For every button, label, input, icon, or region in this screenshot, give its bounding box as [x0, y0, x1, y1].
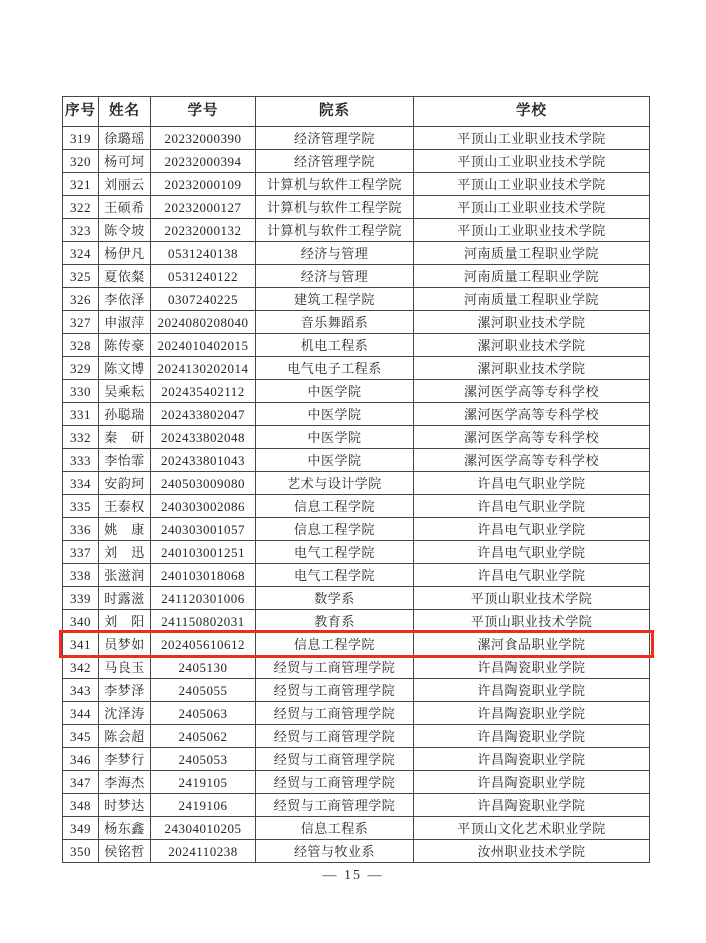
table-row [63, 196, 650, 219]
row-index-cell: 349 [63, 817, 99, 840]
school-cell: 平顶山职业技术学院 [414, 610, 650, 633]
student-id-cell: 20232000390 [151, 127, 256, 150]
department-cell: 中医学院 [256, 380, 414, 403]
table-row [63, 334, 650, 357]
student-id-cell: 240303002086 [151, 495, 256, 518]
school-cell: 许昌陶瓷职业学院 [414, 794, 650, 817]
name-cell: 李依泽 [99, 288, 151, 311]
student-id-cell: 2405053 [151, 748, 256, 771]
column-header-index: 序号 [63, 97, 99, 127]
department-cell: 计算机与软件工程学院 [256, 219, 414, 242]
name-cell: 陈令坡 [99, 219, 151, 242]
table-row [63, 748, 650, 771]
row-index-cell: 325 [63, 265, 99, 288]
table-row [63, 656, 650, 679]
student-id-cell: 2405063 [151, 702, 256, 725]
row-index-cell: 342 [63, 656, 99, 679]
department-cell: 电气电子工程系 [256, 357, 414, 380]
student-id-cell: 2405062 [151, 725, 256, 748]
name-cell: 员梦如 [99, 633, 151, 656]
school-cell: 漯河职业技术学院 [414, 311, 650, 334]
name-cell: 马良玉 [99, 656, 151, 679]
school-cell: 许昌电气职业学院 [414, 564, 650, 587]
student-id-cell: 20232000109 [151, 173, 256, 196]
department-cell: 电气工程学院 [256, 564, 414, 587]
table-row [63, 725, 650, 748]
school-cell: 漯河医学高等专科学校 [414, 426, 650, 449]
department-cell: 经济与管理 [256, 242, 414, 265]
student-id-cell: 202435402112 [151, 380, 256, 403]
school-cell: 平顶山工业职业技术学院 [414, 196, 650, 219]
name-cell: 陈会超 [99, 725, 151, 748]
name-cell: 王泰权 [99, 495, 151, 518]
column-header-school: 学校 [414, 97, 650, 127]
name-cell: 王硕希 [99, 196, 151, 219]
department-cell: 中医学院 [256, 403, 414, 426]
department-cell: 经济管理学院 [256, 127, 414, 150]
row-index-cell: 340 [63, 610, 99, 633]
row-index-cell: 350 [63, 840, 99, 863]
student-id-cell: 0307240225 [151, 288, 256, 311]
name-cell: 安韵珂 [99, 472, 151, 495]
school-cell: 许昌陶瓷职业学院 [414, 771, 650, 794]
school-cell: 漯河食品职业学院 [414, 633, 650, 656]
table-row [63, 518, 650, 541]
row-index-cell: 343 [63, 679, 99, 702]
student-id-cell: 24304010205 [151, 817, 256, 840]
row-index-cell: 338 [63, 564, 99, 587]
department-cell: 计算机与软件工程学院 [256, 173, 414, 196]
school-cell: 许昌陶瓷职业学院 [414, 702, 650, 725]
name-cell: 孙聪瑞 [99, 403, 151, 426]
table-row [63, 127, 650, 150]
name-cell: 时梦达 [99, 794, 151, 817]
table-row [63, 150, 650, 173]
department-cell: 中医学院 [256, 449, 414, 472]
table-row [63, 587, 650, 610]
table-row [63, 840, 650, 863]
student-id-cell: 2024010402015 [151, 334, 256, 357]
department-cell: 信息工程系 [256, 817, 414, 840]
name-cell: 刘丽云 [99, 173, 151, 196]
name-cell: 刘 迅 [99, 541, 151, 564]
school-cell: 许昌陶瓷职业学院 [414, 725, 650, 748]
school-cell: 平顶山工业职业技术学院 [414, 173, 650, 196]
student-id-cell: 240303001057 [151, 518, 256, 541]
row-index-cell: 334 [63, 472, 99, 495]
school-cell: 许昌电气职业学院 [414, 472, 650, 495]
table-row [63, 380, 650, 403]
student-id-cell: 240503009080 [151, 472, 256, 495]
row-index-cell: 335 [63, 495, 99, 518]
row-index-cell: 336 [63, 518, 99, 541]
school-cell: 平顶山工业职业技术学院 [414, 127, 650, 150]
department-cell: 数学系 [256, 587, 414, 610]
table-row [63, 564, 650, 587]
department-cell: 经管与牧业系 [256, 840, 414, 863]
name-cell: 夏依粲 [99, 265, 151, 288]
school-cell: 漯河医学高等专科学校 [414, 449, 650, 472]
row-index-cell: 337 [63, 541, 99, 564]
school-cell: 漯河医学高等专科学校 [414, 403, 650, 426]
school-cell: 许昌电气职业学院 [414, 495, 650, 518]
student-id-cell: 202405610612 [151, 633, 256, 656]
name-cell: 侯铭哲 [99, 840, 151, 863]
department-cell: 信息工程学院 [256, 633, 414, 656]
school-cell: 许昌电气职业学院 [414, 541, 650, 564]
table-row [63, 794, 650, 817]
row-index-cell: 323 [63, 219, 99, 242]
table-row-highlighted [63, 633, 650, 656]
table-row [63, 426, 650, 449]
school-cell: 河南质量工程职业学院 [414, 265, 650, 288]
table-row [63, 311, 650, 334]
row-index-cell: 328 [63, 334, 99, 357]
student-id-cell: 202433802047 [151, 403, 256, 426]
table-row [63, 771, 650, 794]
department-cell: 计算机与软件工程学院 [256, 196, 414, 219]
department-cell: 信息工程学院 [256, 518, 414, 541]
student-roster-table [62, 96, 650, 863]
school-cell: 许昌陶瓷职业学院 [414, 656, 650, 679]
school-cell: 许昌陶瓷职业学院 [414, 679, 650, 702]
department-cell: 教育系 [256, 610, 414, 633]
name-cell: 刘 阳 [99, 610, 151, 633]
column-header-name: 姓名 [99, 97, 151, 127]
department-cell: 经贸与工商管理学院 [256, 679, 414, 702]
row-index-cell: 331 [63, 403, 99, 426]
row-index-cell: 321 [63, 173, 99, 196]
table-row [63, 495, 650, 518]
row-index-cell: 339 [63, 587, 99, 610]
student-id-cell: 2419106 [151, 794, 256, 817]
column-header-student-id: 学号 [151, 97, 256, 127]
table-row [63, 541, 650, 564]
row-index-cell: 326 [63, 288, 99, 311]
department-cell: 经贸与工商管理学院 [256, 771, 414, 794]
department-cell: 音乐舞蹈系 [256, 311, 414, 334]
row-index-cell: 333 [63, 449, 99, 472]
row-index-cell: 327 [63, 311, 99, 334]
name-cell: 陈传豪 [99, 334, 151, 357]
row-index-cell: 319 [63, 127, 99, 150]
name-cell: 姚 康 [99, 518, 151, 541]
department-cell: 经济管理学院 [256, 150, 414, 173]
table-row [63, 288, 650, 311]
name-cell: 杨伊凡 [99, 242, 151, 265]
school-cell: 漯河职业技术学院 [414, 334, 650, 357]
department-cell: 经济与管理 [256, 265, 414, 288]
name-cell: 李梦泽 [99, 679, 151, 702]
department-cell: 经贸与工商管理学院 [256, 656, 414, 679]
name-cell: 杨可坷 [99, 150, 151, 173]
name-cell: 徐璐瑶 [99, 127, 151, 150]
student-id-cell: 202433802048 [151, 426, 256, 449]
table-row [63, 265, 650, 288]
department-cell: 经贸与工商管理学院 [256, 725, 414, 748]
department-cell: 机电工程系 [256, 334, 414, 357]
student-id-cell: 202433801043 [151, 449, 256, 472]
school-cell: 河南质量工程职业学院 [414, 288, 650, 311]
table-row [63, 702, 650, 725]
school-cell: 河南质量工程职业学院 [414, 242, 650, 265]
department-cell: 电气工程学院 [256, 541, 414, 564]
school-cell: 许昌陶瓷职业学院 [414, 748, 650, 771]
name-cell: 陈文博 [99, 357, 151, 380]
department-cell: 经贸与工商管理学院 [256, 748, 414, 771]
table-row [63, 357, 650, 380]
name-cell: 申淑萍 [99, 311, 151, 334]
table-row [63, 219, 650, 242]
table-row [63, 472, 650, 495]
table-row [63, 242, 650, 265]
student-id-cell: 20232000127 [151, 196, 256, 219]
table-body [63, 127, 650, 863]
row-index-cell: 346 [63, 748, 99, 771]
column-header-department: 院系 [256, 97, 414, 127]
table-row [63, 403, 650, 426]
table-row [63, 610, 650, 633]
student-id-cell: 0531240122 [151, 265, 256, 288]
student-id-cell: 2024080208040 [151, 311, 256, 334]
row-index-cell: 332 [63, 426, 99, 449]
name-cell: 吴乘耘 [99, 380, 151, 403]
name-cell: 张滋润 [99, 564, 151, 587]
name-cell: 李梦行 [99, 748, 151, 771]
student-id-cell: 240103018068 [151, 564, 256, 587]
school-cell: 漯河职业技术学院 [414, 357, 650, 380]
row-index-cell: 324 [63, 242, 99, 265]
name-cell: 李怡霏 [99, 449, 151, 472]
table-row [63, 679, 650, 702]
student-id-cell: 2405130 [151, 656, 256, 679]
row-index-cell: 348 [63, 794, 99, 817]
table-row [63, 449, 650, 472]
department-cell: 艺术与设计学院 [256, 472, 414, 495]
row-index-cell: 320 [63, 150, 99, 173]
school-cell: 平顶山职业技术学院 [414, 587, 650, 610]
student-id-cell: 2024130202014 [151, 357, 256, 380]
row-index-cell: 322 [63, 196, 99, 219]
table-header-row [63, 97, 650, 127]
row-index-cell: 345 [63, 725, 99, 748]
department-cell: 信息工程学院 [256, 495, 414, 518]
table-row [63, 173, 650, 196]
row-index-cell: 330 [63, 380, 99, 403]
school-cell: 许昌电气职业学院 [414, 518, 650, 541]
school-cell: 平顶山工业职业技术学院 [414, 219, 650, 242]
department-cell: 中医学院 [256, 426, 414, 449]
row-index-cell: 329 [63, 357, 99, 380]
department-cell: 建筑工程学院 [256, 288, 414, 311]
page-number: — 15 — [322, 868, 384, 883]
student-id-cell: 20232000132 [151, 219, 256, 242]
department-cell: 经贸与工商管理学院 [256, 794, 414, 817]
name-cell: 秦 研 [99, 426, 151, 449]
row-index-cell: 344 [63, 702, 99, 725]
student-id-cell: 0531240138 [151, 242, 256, 265]
school-cell: 汝州职业技术学院 [414, 840, 650, 863]
school-cell: 平顶山文化艺术职业学院 [414, 817, 650, 840]
name-cell: 杨东鑫 [99, 817, 151, 840]
student-id-cell: 20232000394 [151, 150, 256, 173]
row-index-cell: 341 [63, 633, 99, 656]
name-cell: 李海杰 [99, 771, 151, 794]
school-cell: 漯河医学高等专科学校 [414, 380, 650, 403]
name-cell: 时露滋 [99, 587, 151, 610]
student-id-cell: 2419105 [151, 771, 256, 794]
school-cell: 平顶山工业职业技术学院 [414, 150, 650, 173]
name-cell: 沈泽涛 [99, 702, 151, 725]
student-id-cell: 2405055 [151, 679, 256, 702]
student-id-cell: 240103001251 [151, 541, 256, 564]
student-id-cell: 241120301006 [151, 587, 256, 610]
row-index-cell: 347 [63, 771, 99, 794]
table-row [63, 817, 650, 840]
student-id-cell: 241150802031 [151, 610, 256, 633]
student-id-cell: 2024110238 [151, 840, 256, 863]
department-cell: 经贸与工商管理学院 [256, 702, 414, 725]
